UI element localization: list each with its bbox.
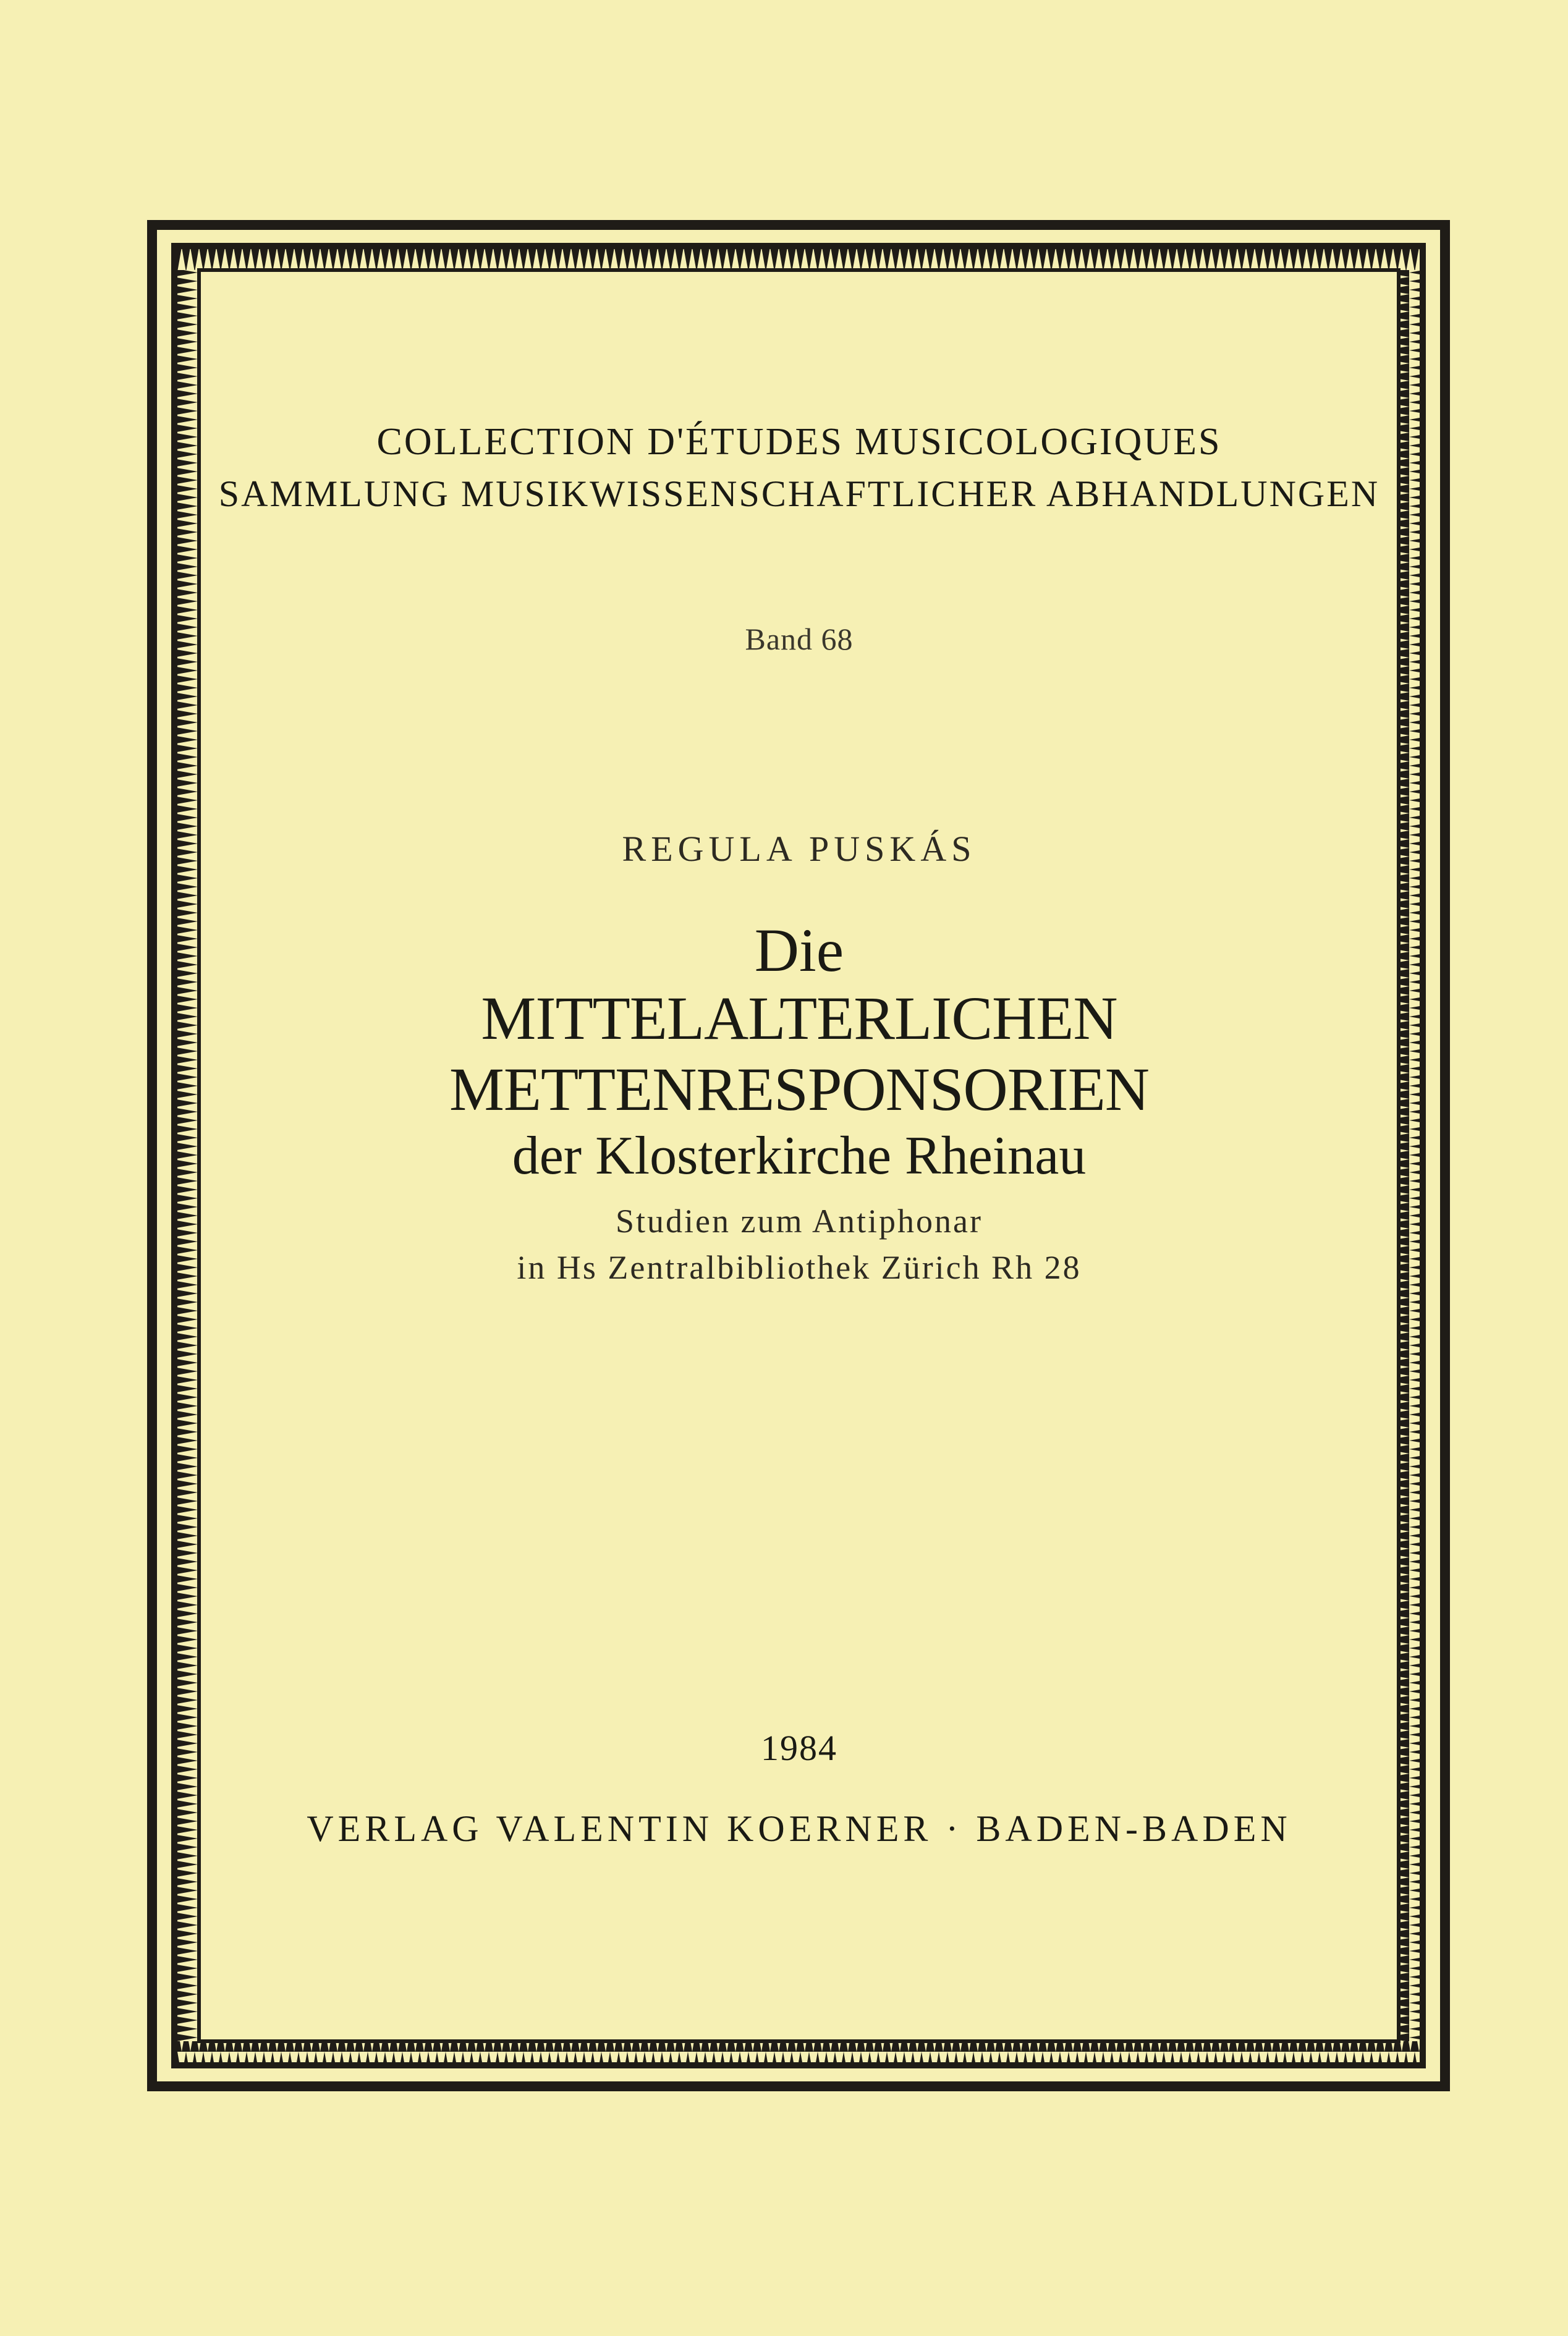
publisher-imprint: VERLAG VALENTIN KOERNER · BADEN-BADEN (307, 1808, 1292, 1849)
series-title-german: SAMMLUNG MUSIKWISSENSCHAFTLICHER ABHANDLUNGEN (218, 473, 1380, 514)
publication-year: 1984 (761, 1728, 837, 1768)
volume-number: Band 68 (745, 622, 854, 656)
author-name: REGULA PUSKÁS (622, 829, 977, 869)
title-line-3: METTENRESPONSORIEN (449, 1055, 1150, 1124)
subtitle-line-1: Studien zum Antiphonar (616, 1203, 983, 1240)
series-title-french: COLLECTION D'ÉTUDES MUSICOLOGIQUES (376, 421, 1222, 463)
title-line-4: der Klosterkirche Rheinau (512, 1126, 1087, 1186)
title-line-1: Die (754, 916, 844, 984)
title-line-2: MITTELALTERLICHEN (481, 984, 1117, 1052)
subtitle-line-2: in Hs Zentralbibliothek Zürich Rh 28 (517, 1249, 1082, 1286)
